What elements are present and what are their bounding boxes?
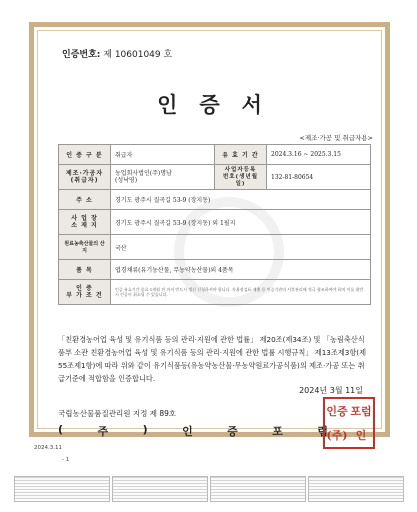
issue-date: 2024년 3월 11일 xyxy=(299,386,363,395)
address-value: 경기도 광주시 질곡길 53-9 (장지동) xyxy=(111,190,371,210)
footer-page-number: - 1 xyxy=(62,457,70,463)
issuer-char: 주 xyxy=(97,425,109,438)
table-row xyxy=(59,145,371,165)
condition-value: 인증 유효기간 종료 1개월 전 까지 반드시 갱신 신청하셔야 합니다. 자율점검표 제출 등 인증기관의 사후관리에 적극 협조하여야 하며 이를 위반 시 인증이 취소될 수 있습니다. xyxy=(111,280,371,305)
site-value: 경기도 광주시 질곡길 53-9 (장지동) 외 1필지 xyxy=(111,210,371,235)
bizno-value: 132-81-80654 xyxy=(267,165,371,190)
official-seal-stamp xyxy=(323,397,375,449)
seal-text: 인증 xyxy=(326,405,348,418)
maker-label: 제조·가공자 (취급자) xyxy=(59,165,111,190)
condition-label: 인 증 부 가 조 건 xyxy=(59,280,111,305)
table-row xyxy=(59,165,371,190)
table-row xyxy=(59,190,371,210)
validity-label: 유 효 기 간 xyxy=(215,145,267,165)
certificate-title: 인증서 xyxy=(157,93,284,117)
certificate-body-text: 「친환경농어업 육성 및 유기식품 등의 관리·지원에 관한 법률」 제20조(제34조) 및 「농림축산식품부 소관 친환경농어업 육성 및 유기식품 등의 관리·지원에 관한 법률 시행규칙」 제13조제3항(제55조제1항)에 따라 위와 같이 유기식품등(유농약농산물·무농약원료가공식품)의 제조·가공 또는 취급기준에 적합함을 인증합니다. xyxy=(58,335,367,383)
page-thumbnail[interactable] xyxy=(308,476,404,502)
table-row xyxy=(59,235,371,260)
origin-value: 국산 xyxy=(111,235,371,260)
maker-value: 농업회사법인(주)명남 (성낙영) xyxy=(111,165,215,190)
certificate-frame xyxy=(29,22,390,442)
page-thumbnail[interactable] xyxy=(112,476,208,502)
origin-label: 원료농축산물의 산지 xyxy=(59,235,111,260)
footer-date: 2024.3.11 xyxy=(34,445,62,451)
certificate-subtitle: <제조·가공 및 취급자용> xyxy=(299,134,373,142)
bizno-label: 사업자등록 번호(생년월일) xyxy=(215,165,267,190)
validity-value: 2024.3.16 ~ 2025.3.15 xyxy=(267,145,371,165)
item-label: 품 목 xyxy=(59,260,111,280)
seal-text: 포럼 xyxy=(350,405,372,418)
table-row xyxy=(59,210,371,235)
seal-text: (주) xyxy=(326,429,348,442)
certificate-number-label: 인증번호: xyxy=(62,50,101,60)
issuer-name xyxy=(58,423,328,439)
designation-text: 국립농산물품질관리원 지정 제 89호 xyxy=(58,409,177,418)
cert-type-value: 취급자 xyxy=(111,145,215,165)
cert-type-label: 인 증 구 분 xyxy=(59,145,111,165)
table-row xyxy=(59,280,371,305)
issuer-char: 럼 xyxy=(317,425,328,438)
table-row xyxy=(59,260,371,280)
page-thumbnail[interactable] xyxy=(14,476,110,502)
page-thumbnail[interactable] xyxy=(210,476,306,502)
address-label: 주 소 xyxy=(59,190,111,210)
certificate-number xyxy=(62,47,172,60)
seal-text: 인 xyxy=(355,429,367,442)
issuer-char: 포 xyxy=(272,425,283,438)
issuer-char: 증 xyxy=(227,425,238,438)
issuer-char: ) xyxy=(142,423,148,436)
site-label: 사 업 장 소 재 지 xyxy=(59,210,111,235)
certificate-info-table xyxy=(58,144,371,305)
item-value: 엽경채류(유기농산물, 무농약농산물)외 4품목 xyxy=(111,260,371,280)
certificate-number-value: 제 10601049 호 xyxy=(103,50,173,60)
issuer-char: 인 xyxy=(182,425,193,438)
issuer-char: ( xyxy=(58,423,64,436)
